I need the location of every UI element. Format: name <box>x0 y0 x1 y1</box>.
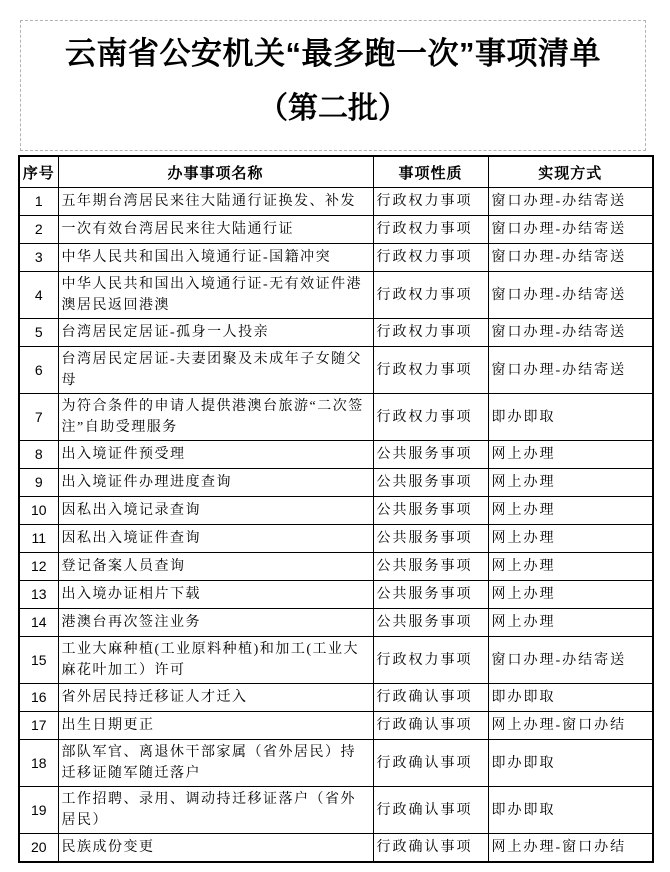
item-nature-cell: 行政权力事项 <box>373 272 488 319</box>
item-nature-cell: 行政确认事项 <box>373 684 488 712</box>
table-row <box>19 787 653 834</box>
method-cell: 网上办理 <box>488 609 653 637</box>
item-name-cell: 为符合条件的申请人提供港澳台旅游“二次签注”自助受理服务 <box>58 394 373 441</box>
item-nature-cell: 公共服务事项 <box>373 553 488 581</box>
item-name-cell: 因私出入境证件查询 <box>58 525 373 553</box>
row-number-cell: 14 <box>19 609 58 637</box>
table-row <box>19 712 653 740</box>
item-nature-cell: 公共服务事项 <box>373 609 488 637</box>
method-cell: 窗口办理-办结寄送 <box>488 319 653 347</box>
item-name-cell: 工作招聘、录用、调动持迁移证落户（省外居民） <box>58 787 373 834</box>
method-cell: 窗口办理-办结寄送 <box>488 272 653 319</box>
item-name-cell: 出生日期更正 <box>58 712 373 740</box>
table-row <box>19 244 653 272</box>
item-nature-cell: 行政权力事项 <box>373 394 488 441</box>
method-cell: 窗口办理-办结寄送 <box>488 244 653 272</box>
table-row <box>19 394 653 441</box>
row-number-cell: 13 <box>19 581 58 609</box>
method-cell: 即办即取 <box>488 740 653 787</box>
table-row <box>19 216 653 244</box>
item-name-cell: 港澳台再次签注业务 <box>58 609 373 637</box>
item-nature-cell: 行政确认事项 <box>373 740 488 787</box>
item-nature-cell: 公共服务事项 <box>373 581 488 609</box>
table-row <box>19 188 653 216</box>
header-cell: 序号 <box>19 156 58 188</box>
table-row <box>19 525 653 553</box>
table-row <box>19 497 653 525</box>
item-nature-cell: 公共服务事项 <box>373 469 488 497</box>
method-cell: 网上办理-窗口办结 <box>488 712 653 740</box>
method-cell: 窗口办理-办结寄送 <box>488 188 653 216</box>
row-number-cell: 15 <box>19 637 58 684</box>
item-name-cell: 出入境证件预受理 <box>58 441 373 469</box>
item-name-cell: 中华人民共和国出入境通行证-国籍冲突 <box>58 244 373 272</box>
method-cell: 网上办理 <box>488 469 653 497</box>
item-name-cell: 台湾居民定居证-夫妻团聚及未成年子女随父母 <box>58 347 373 394</box>
method-cell: 网上办理-窗口办结 <box>488 834 653 862</box>
table-row <box>19 684 653 712</box>
item-nature-cell: 行政确认事项 <box>373 712 488 740</box>
item-nature-cell: 行政权力事项 <box>373 188 488 216</box>
item-name-cell: 出入境办证相片下载 <box>58 581 373 609</box>
row-number-cell: 19 <box>19 787 58 834</box>
method-cell: 窗口办理-办结寄送 <box>488 347 653 394</box>
table-body <box>19 188 653 862</box>
method-cell: 网上办理 <box>488 525 653 553</box>
page-title: 云南省公安机关“最多跑一次”事项清单 <box>65 36 601 71</box>
row-number-cell: 16 <box>19 684 58 712</box>
item-name-cell: 五年期台湾居民来往大陆通行证换发、补发 <box>58 188 373 216</box>
table-row <box>19 441 653 469</box>
item-name-cell: 部队军官、离退休干部家属（省外居民）持迁移证随军随迁落户 <box>58 740 373 787</box>
table-row <box>19 581 653 609</box>
item-name-cell: 中华人民共和国出入境通行证-无有效证件港澳居民返回港澳 <box>58 272 373 319</box>
method-cell: 网上办理 <box>488 553 653 581</box>
item-name-cell: 省外居民持迁移证人才迁入 <box>58 684 373 712</box>
method-cell: 窗口办理-办结寄送 <box>488 637 653 684</box>
item-nature-cell: 行政权力事项 <box>373 244 488 272</box>
item-nature-cell: 行政权力事项 <box>373 637 488 684</box>
table-header-row <box>19 156 653 188</box>
row-number-cell: 3 <box>19 244 58 272</box>
row-number-cell: 18 <box>19 740 58 787</box>
title-box <box>20 20 646 151</box>
item-name-cell: 工业大麻种植(工业原料种植)和加工(工业大麻花叶加工）许可 <box>58 637 373 684</box>
item-name-cell: 台湾居民定居证-孤身一人投亲 <box>58 319 373 347</box>
table-row <box>19 637 653 684</box>
row-number-cell: 10 <box>19 497 58 525</box>
item-nature-cell: 公共服务事项 <box>373 525 488 553</box>
header-cell: 实现方式 <box>488 156 653 188</box>
table-row <box>19 272 653 319</box>
table-row <box>19 609 653 637</box>
row-number-cell: 11 <box>19 525 58 553</box>
method-cell: 窗口办理-办结寄送 <box>488 216 653 244</box>
table-row <box>19 347 653 394</box>
row-number-cell: 7 <box>19 394 58 441</box>
item-nature-cell: 行政确认事项 <box>373 834 488 862</box>
method-cell: 即办即取 <box>488 394 653 441</box>
row-number-cell: 8 <box>19 441 58 469</box>
method-cell: 网上办理 <box>488 581 653 609</box>
row-number-cell: 9 <box>19 469 58 497</box>
method-cell: 网上办理 <box>488 497 653 525</box>
item-name-cell: 登记备案人员查询 <box>58 553 373 581</box>
header-cell: 办事事项名称 <box>58 156 373 188</box>
row-number-cell: 12 <box>19 553 58 581</box>
item-nature-cell: 行政权力事项 <box>373 347 488 394</box>
page-subtitle: （第二批） <box>258 92 408 125</box>
table-row <box>19 834 653 862</box>
item-nature-cell: 行政确认事项 <box>373 787 488 834</box>
row-number-cell: 6 <box>19 347 58 394</box>
item-nature-cell: 公共服务事项 <box>373 497 488 525</box>
table-row <box>19 740 653 787</box>
table-row <box>19 553 653 581</box>
table-row <box>19 469 653 497</box>
method-cell: 即办即取 <box>488 787 653 834</box>
item-name-cell: 民族成份变更 <box>58 834 373 862</box>
row-number-cell: 5 <box>19 319 58 347</box>
row-number-cell: 1 <box>19 188 58 216</box>
method-cell: 网上办理 <box>488 441 653 469</box>
items-table <box>18 155 654 863</box>
table-row <box>19 319 653 347</box>
item-nature-cell: 行政权力事项 <box>373 216 488 244</box>
header-cell: 事项性质 <box>373 156 488 188</box>
item-nature-cell: 行政权力事项 <box>373 319 488 347</box>
item-name-cell: 出入境证件办理进度查询 <box>58 469 373 497</box>
method-cell: 即办即取 <box>488 684 653 712</box>
item-name-cell: 一次有效台湾居民来往大陆通行证 <box>58 216 373 244</box>
item-name-cell: 因私出入境记录查询 <box>58 497 373 525</box>
row-number-cell: 20 <box>19 834 58 862</box>
row-number-cell: 4 <box>19 272 58 319</box>
item-nature-cell: 公共服务事项 <box>373 441 488 469</box>
row-number-cell: 17 <box>19 712 58 740</box>
row-number-cell: 2 <box>19 216 58 244</box>
